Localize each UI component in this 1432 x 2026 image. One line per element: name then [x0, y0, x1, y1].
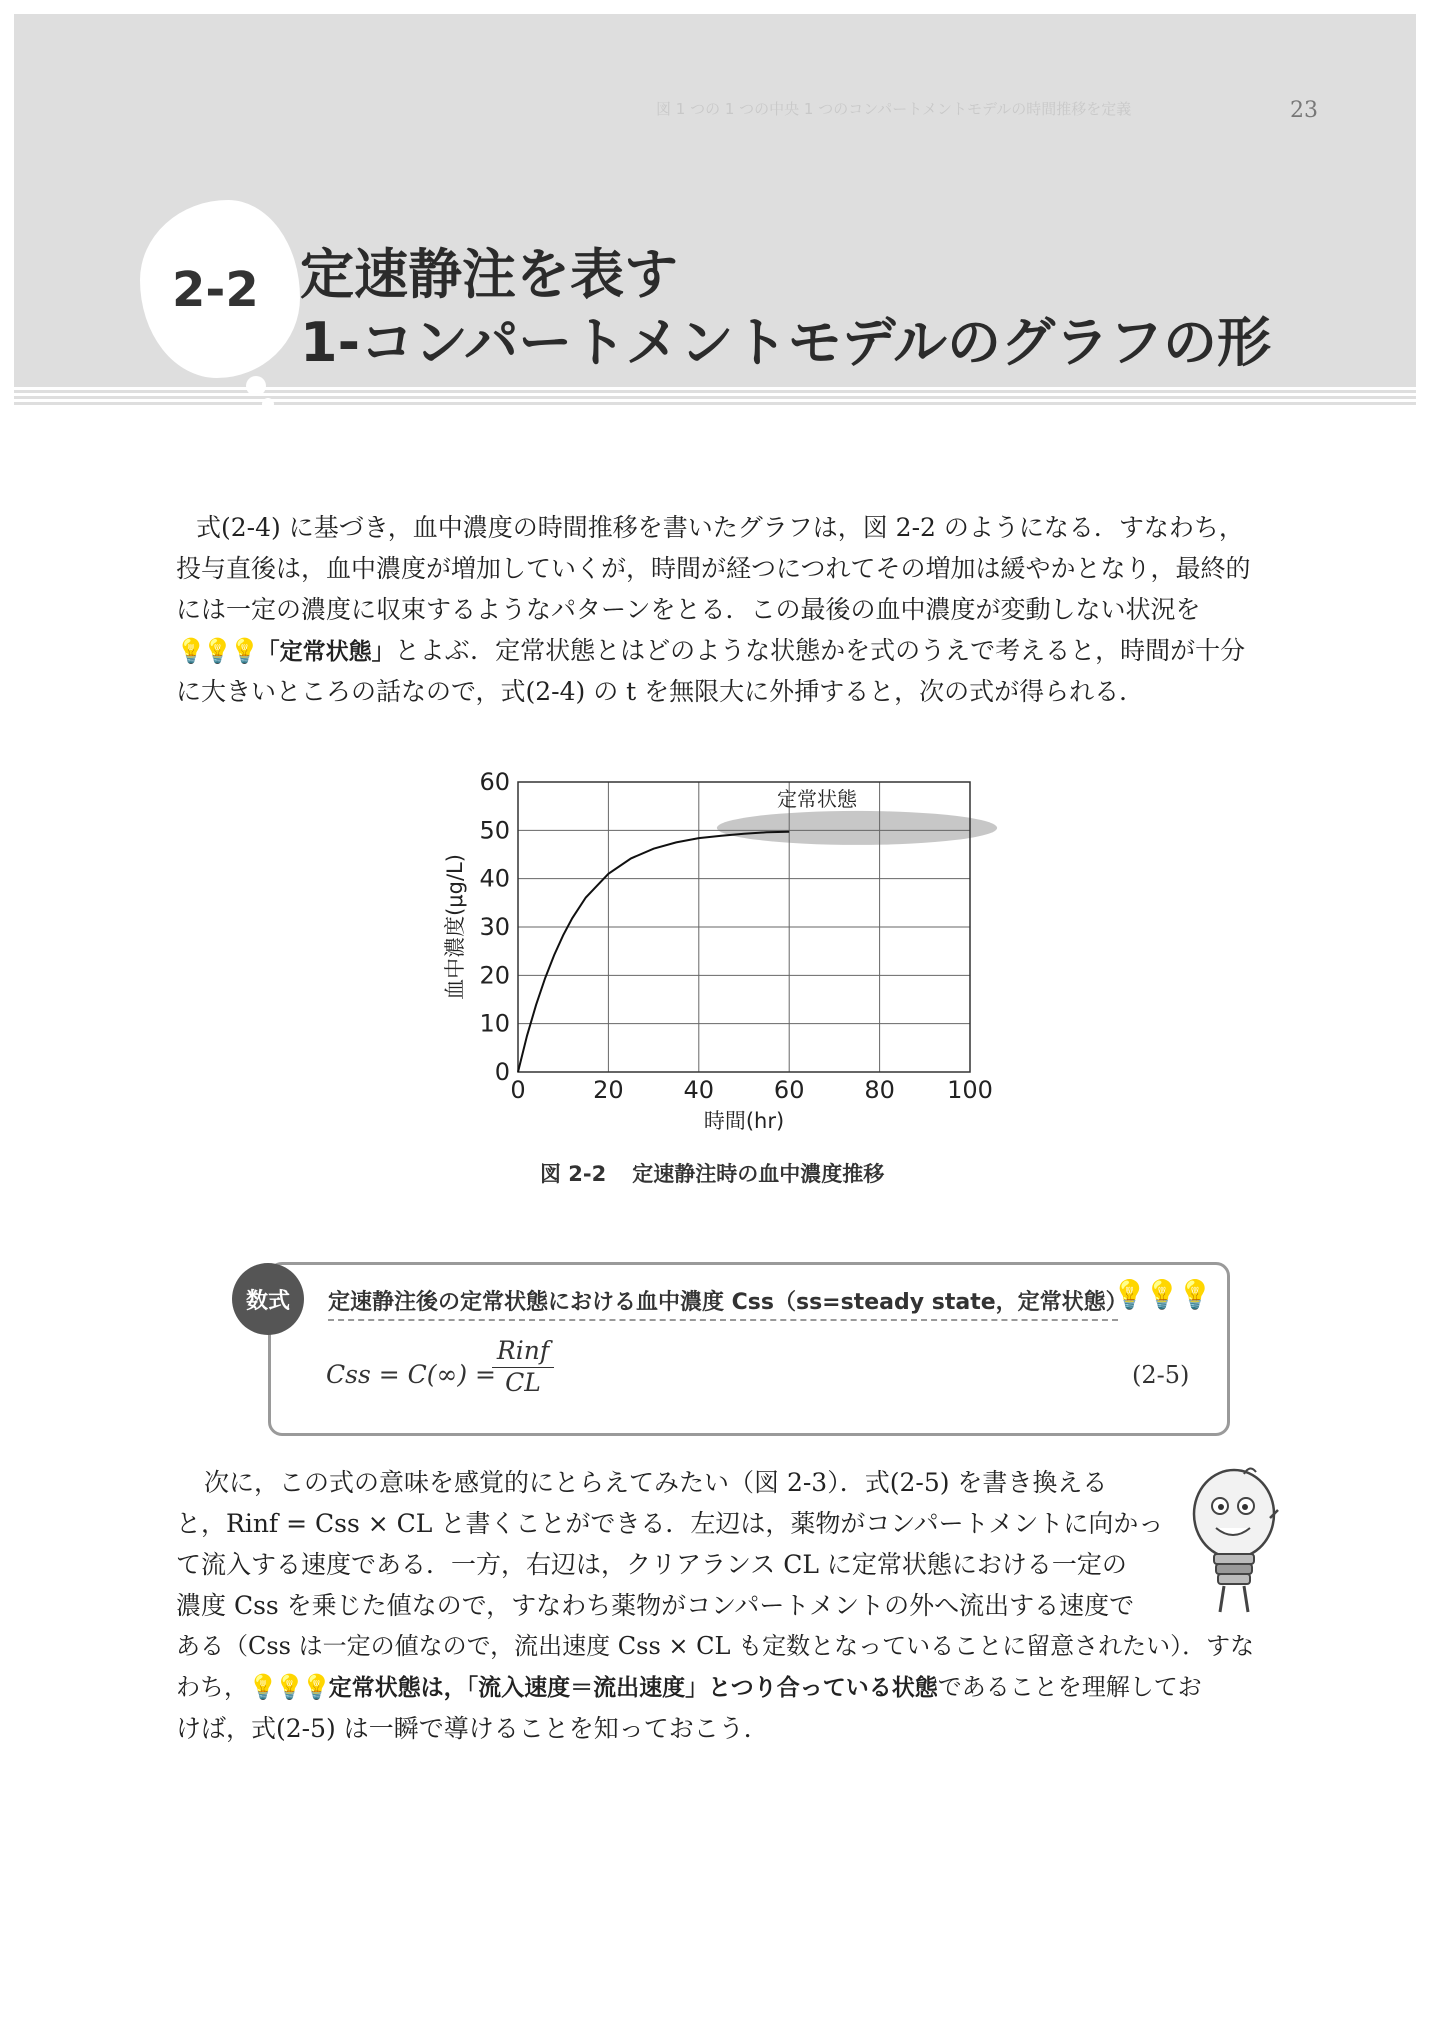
formula-badge: 数式: [232, 1263, 304, 1335]
series-line: [518, 832, 789, 1072]
x-tick-label: 60: [773, 1076, 805, 1104]
paragraph1-line3: には一定の濃度に収束するようなパターンをとる．この最後の血中濃度が変動しない状況を: [176, 595, 1201, 624]
lightbulb-icon: 💡💡💡: [248, 1673, 329, 1701]
y-tick-label: 20: [479, 961, 510, 990]
header-stripes: [14, 384, 1416, 406]
x-tick-label: 0: [510, 1076, 526, 1104]
formula-denominator: CL: [505, 1368, 541, 1397]
bubble-decoration: [246, 376, 266, 396]
chart-svg: [440, 770, 1020, 1140]
formula-numerator: Rinf: [492, 1336, 554, 1368]
paragraph1-line2: 投与直後は，血中濃度が増加していくが，時間が経つにつれてその増加は緩やかとなり，最終的: [176, 554, 1251, 583]
steady-state-ellipse: [717, 811, 997, 845]
figure-caption: [540, 1158, 884, 1188]
y-tick-label: 30: [479, 913, 510, 941]
paragraph2-line4: 濃度 Css を乗じた値なので，すなわち薬物がコンパートメントの外へ流出する速度で: [176, 1591, 1135, 1620]
paragraph2-line3: て流入する速度である．一方，右辺は，クリアランス CL に定常状態における一定の: [176, 1550, 1127, 1579]
figure-caption-label: 図 2-2: [540, 1162, 607, 1186]
paragraph2-line5: ある（Css は一定の値なので，流出速度 Css × CL も定数となっていることに留意されたい）．すな: [176, 1632, 1255, 1660]
running-head: 図 1 つの 1 つの中央 1 つのコンパートメントモデルの時間推移を定義: [656, 100, 1132, 118]
y-axis-label: 血中濃度(μg/L): [443, 854, 467, 1000]
y-tick-label: 40: [479, 864, 510, 893]
key-term-steady-state: 「定常状態」: [256, 639, 395, 665]
section-number: 2-2: [172, 262, 259, 318]
paragraph2-line6-pre: わち，: [176, 1673, 248, 1701]
paragraph2-line2: と，Rinf = Css × CL と書くことができる．左辺は，薬物がコンパートメントに向かっ: [176, 1509, 1164, 1538]
y-tick-label: 10: [479, 1009, 510, 1038]
paragraph1-line1: 式(2-4) に基づき，血中濃度の時間推移を書いたグラフは，図 2-2 のようになる．すなわち，: [196, 513, 1244, 542]
x-tick-label: 20: [593, 1076, 624, 1104]
formula-lhs: Css = C(∞) =: [326, 1360, 496, 1389]
paragraph1-line5: に大きいところの話なので，式(2-4) の t を無限大に外挿すると，次の式が得られる．: [176, 677, 1145, 706]
x-tick-label: 100: [947, 1076, 993, 1104]
lightbulb-mascot-icon: [1186, 1466, 1282, 1616]
y-tick-label: 50: [479, 816, 510, 845]
concentration-chart: [440, 770, 1020, 1140]
section-title-line2: 1-コンパートメントモデルのグラフの形: [300, 311, 1271, 374]
annotation-label: 定常状態: [777, 786, 857, 811]
section-title-line1: 定速静注を表す: [300, 243, 678, 306]
x-tick-label: 80: [864, 1076, 895, 1104]
paragraph2-line6: [176, 1667, 1202, 1709]
paragraph2-line7: けば，式(2-5) は一瞬で導けることを知っておこう．: [176, 1714, 769, 1743]
lightbulb-icon: 💡💡💡: [176, 637, 257, 665]
lightbulb-icon: 💡💡💡: [1112, 1278, 1211, 1311]
bubble-decoration: [266, 414, 274, 422]
figure-caption-text: 定速静注時の血中濃度推移: [632, 1162, 885, 1186]
y-tick-label: 60: [479, 770, 510, 796]
key-statement: 定常状態は，「流入速度＝流出速度」とつり合っている状態: [328, 1675, 938, 1701]
paragraph2-line6-rest: であることを理解してお: [937, 1673, 1202, 1701]
x-axis-label: 時間(hr): [703, 1109, 785, 1133]
page-number: 23: [1290, 98, 1318, 123]
formula-fraction: [492, 1336, 554, 1397]
paragraph1-line4: [176, 630, 1245, 673]
bubble-decoration: [262, 398, 274, 410]
equation-number: (2-5): [1132, 1361, 1190, 1389]
formula-title-underline: [328, 1319, 1118, 1321]
formula-title: 定速静注後の定常状態における血中濃度 Css（ss=steady state，定常状態）: [328, 1290, 1128, 1315]
paragraph2-line1: 次に，この式の意味を感覚的にとらえてみたい（図 2-3）．式(2-5) を書き換える: [204, 1468, 1108, 1497]
y-tick-label: 0: [494, 1058, 510, 1086]
paragraph1-line4-rest: とよぶ．定常状態とはどのような状態かを式のうえで考えると，時間が十分: [394, 636, 1246, 665]
x-tick-label: 40: [683, 1076, 715, 1104]
